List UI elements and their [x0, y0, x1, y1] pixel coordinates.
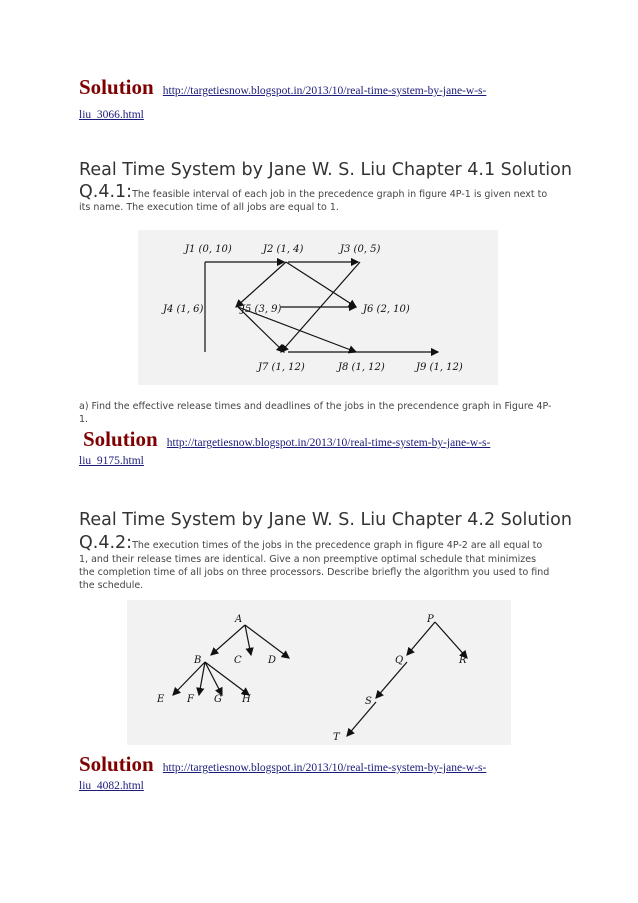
solution-block-3 [79, 753, 486, 775]
edge-p-q [407, 622, 435, 655]
label-p: P [427, 614, 434, 625]
chapter-4-2-heading: Real Time System by Jane W. S. Liu Chapter 4.2 Solution [79, 510, 572, 530]
chapter-4-1-heading: Real Time System by Jane W. S. Liu Chapter 4.1 Solution [79, 160, 572, 180]
label-j2: J2 (1, 4) [263, 244, 304, 255]
edge-a-b [211, 625, 245, 655]
solution-link-9175-cont[interactable]: liu_9175.html [79, 455, 144, 467]
label-j1: J1 (0, 10) [185, 244, 232, 255]
question-text-line-2: 1, and their release times are identical. Give a non preemptive optimal schedule that minimizes [79, 554, 537, 565]
question-label: Q.4.2: [79, 533, 133, 553]
label-d: D [268, 655, 277, 666]
label-j7: J7 (1, 12) [258, 362, 305, 373]
question-text-line-4: the schedule. [79, 580, 144, 591]
label-j3: J3 (0, 5) [340, 244, 381, 255]
label-j9: J9 (1, 12) [416, 362, 463, 373]
precedence-graph-4p-2 [127, 600, 511, 745]
edge-b-h [205, 662, 249, 695]
link-line-1: http://targetiesnow.blogspot.in/2013/10/real-time-system-by-jane-w-s- [162, 85, 487, 97]
label-j8: J8 (1, 12) [338, 362, 385, 373]
edge-j2-j6 [286, 262, 356, 307]
label-s: S [365, 696, 372, 707]
link-line-1: http://targetiesnow.blogspot.in/2013/10/real-time-system-by-jane-w-s- [162, 762, 487, 774]
label-b: B [194, 655, 202, 666]
solution-link-4082[interactable] [163, 762, 487, 774]
edge-b-g [205, 662, 222, 695]
question-4-2 [79, 533, 542, 553]
solution-block-1 [79, 76, 486, 98]
question-text-line-2: its name. The execution time of all jobs are equal to 1. [79, 202, 339, 213]
edge-j2-j4 [236, 262, 286, 307]
question-4-1 [79, 182, 547, 202]
solution-link-9175[interactable] [167, 437, 491, 449]
solution-link-3066-cont[interactable]: liu_3066.html [79, 109, 144, 121]
solution-link-3066[interactable] [163, 85, 487, 97]
label-c: C [234, 655, 242, 666]
label-f: F [187, 694, 194, 705]
question-text-line-1: The feasible interval of each job in the precedence graph in figure 4P-1 is given next to [132, 189, 548, 200]
figure-4p-2 [127, 600, 511, 745]
solution-label: Solution [79, 752, 154, 776]
label-t: T [333, 732, 340, 743]
label-e: E [157, 694, 165, 705]
label-g: G [214, 694, 222, 705]
question-text-line-3: the completion time of all jobs on three processors. Describe briefly the algorithm you used to find [79, 567, 550, 578]
label-h: H [242, 694, 251, 705]
edge-q-s [376, 662, 407, 698]
precedence-graph-4p-1 [138, 230, 498, 385]
label-q: Q [395, 655, 404, 666]
label-j6: J6 (2, 10) [363, 304, 410, 315]
label-a: A [235, 614, 243, 625]
part-a-line-1: a) Find the effective release times and deadlines of the jobs in the precendence graph in Figure 4P- [79, 401, 552, 412]
edge-p-r [435, 622, 467, 658]
solution-block-2 [83, 428, 490, 450]
label-j4: J4 (1, 6) [163, 304, 204, 315]
part-a-line-2: 1. [79, 414, 89, 425]
solution-label: Solution [83, 427, 158, 451]
question-text-line-1: The execution times of the jobs in the precedence graph in figure 4P-2 are all equal to [132, 540, 543, 551]
solution-link-4082-cont[interactable]: liu_4082.html [79, 780, 144, 792]
link-line-1: http://targetiesnow.blogspot.in/2013/10/real-time-system-by-jane-w-s- [166, 437, 491, 449]
label-r: R [459, 655, 467, 666]
edge-s-t [347, 702, 376, 736]
edge-a-d [245, 625, 289, 658]
solution-label: Solution [79, 75, 154, 99]
question-label: Q.4.1: [79, 182, 133, 202]
figure-4p-1 [138, 230, 498, 385]
label-j5: J5 (3, 9) [241, 304, 282, 315]
